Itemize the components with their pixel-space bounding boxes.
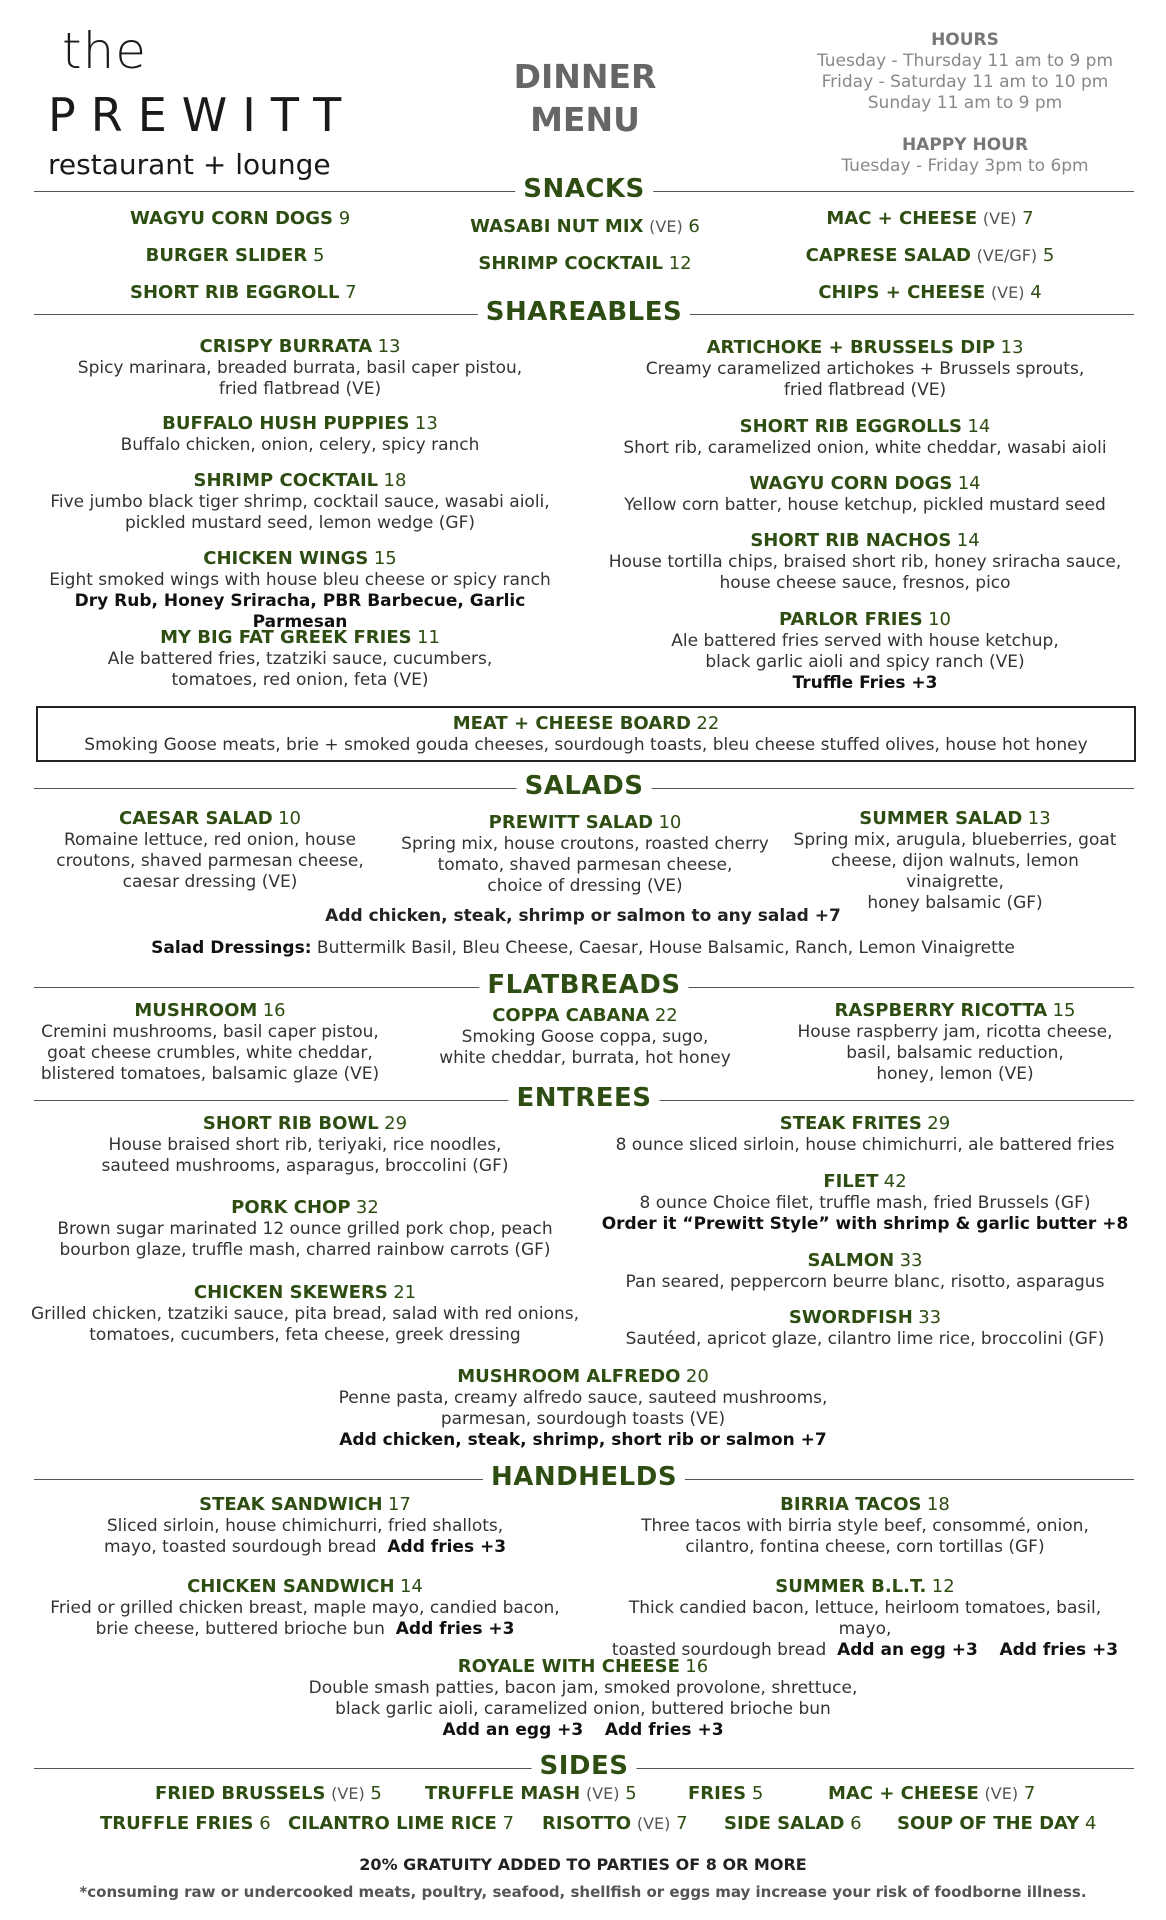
section-sides: [34, 1751, 1134, 1785]
hours-block: [800, 30, 1130, 177]
menu-item: PORK CHOP 32 Brown sugar marinated 12 ounce grilled pork chop, peach bourbon glaze, truffle mash, charred rainbow carrots (GF): [57, 1197, 553, 1260]
menu-item: CHIPS + CHEESE (VE) 4: [818, 282, 1042, 303]
side-item: MAC + CHEESE (VE) 7: [828, 1783, 1036, 1804]
section-title: FLATBREADS: [479, 970, 688, 1000]
menu-item: CRISPY BURRATA 13 Spicy marinara, breaded burrata, basil caper pistou, fried flatbread (VE): [77, 336, 523, 399]
menu-item: COPPA CABANA 22 Smoking Goose coppa, sugo, white cheddar, burrata, hot honey: [439, 1005, 731, 1068]
side-item: SOUP OF THE DAY 4: [897, 1813, 1097, 1834]
menu-item: SHORT RIB EGGROLL 7: [130, 282, 357, 303]
hours-heading: HOURS: [931, 30, 999, 50]
menu-item: STEAK SANDWICH 17 Sliced sirloin, house chimichurri, fried shallots, mayo, toasted sourdough bread Add fries +3: [103, 1494, 507, 1557]
side-item: CILANTRO LIME RICE 7: [288, 1813, 514, 1834]
hours-line: Sunday 11 am to 9 pm: [867, 93, 1063, 113]
menu-item: SALMON 33 Pan seared, peppercorn beurre blanc, risotto, asparagus: [625, 1250, 1105, 1292]
menu-item: CAPRESE SALAD (VE/GF) 5: [805, 245, 1055, 266]
section-title: ENTREES: [508, 1083, 659, 1113]
logo-subtitle: restaurant + lounge: [48, 148, 331, 181]
menu-item: WASABI NUT MIX (VE) 6: [470, 216, 700, 237]
salad-add-note: Add chicken, steak, shrimp or salmon to any salad +7: [325, 906, 841, 926]
logo-the: the: [62, 22, 148, 80]
menu-item: PREWITT SALAD 10 Spring mix, house croutons, roasted cherry tomato, shaved parmesan cheese, choice of dressing (VE): [401, 812, 769, 896]
menu-item: SUMMER B.L.T. 12 Thick candied bacon, lettuce, heirloom tomatoes, basil, mayo, toasted sourdough bread Add an egg +3 Add fries +3: [611, 1576, 1119, 1660]
menu-item: SHRIMP COCKTAIL 18 Five jumbo black tiger shrimp, cocktail sauce, wasabi aioli, pickled mustard seed, lemon wedge (GF): [50, 470, 550, 533]
menu-item: SWORDFISH 33 Sautéed, apricot glaze, cilantro lime rice, broccolini (GF): [625, 1307, 1105, 1349]
menu-item-board: MEAT + CHEESE BOARD 22 Smoking Goose meats, brie + smoked gouda cheeses, sourdough toasts, bleu cheese stuffed olives, house hot honey: [84, 713, 1088, 755]
section-shareables: [34, 297, 1134, 331]
menu-item: CAESAR SALAD 10 Romaine lettuce, red onion, house croutons, shaved parmesan cheese, caesar dressing (VE): [56, 808, 364, 892]
menu-item: SHRIMP COCKTAIL 12: [478, 253, 692, 274]
side-item: SIDE SALAD 6: [724, 1813, 862, 1834]
section-handhelds: [34, 1462, 1134, 1496]
hours-line: Friday - Saturday 11 am to 10 pm: [821, 72, 1109, 92]
side-item: TRUFFLE FRIES 6: [100, 1813, 271, 1834]
section-title: SHAREABLES: [478, 297, 690, 327]
menu-item: SHORT RIB NACHOS 14 House tortilla chips, braised short rib, honey sriracha sauce, house cheese sauce, fresnos, pico: [608, 530, 1122, 593]
section-snacks: [34, 174, 1134, 208]
happy-hour-heading: HAPPY HOUR: [901, 135, 1029, 155]
menu-item: FILET 42 8 ounce Choice filet, truffle mash, fried Brussels (GF) Order it “Prewitt Style” with shrimp & garlic butter +8: [601, 1171, 1129, 1234]
menu-item: SUMMER SALAD 13 Spring mix, arugula, blueberries, goat cheese, dijon walnuts, lemon vinaigrette, honey balsamic (GF): [793, 808, 1117, 913]
menu-item: MY BIG FAT GREEK FRIES 11 Ale battered fries, tzatziki sauce, cucumbers, tomatoes, red onion, feta (VE): [107, 627, 493, 690]
salad-dressings: Salad Dressings: Buttermilk Basil, Bleu Cheese, Caesar, House Balsamic, Ranch, Lemon Vinaigrette: [151, 938, 1015, 958]
side-item: TRUFFLE MASH (VE) 5: [425, 1783, 637, 1804]
section-entrees: [34, 1083, 1134, 1117]
side-item: RISOTTO (VE) 7: [542, 1813, 688, 1834]
foodborne-warning: *consuming raw or undercooked meats, poultry, seafood, shellfish or eggs may increase your risk of foodborne illness.: [79, 1883, 1087, 1901]
menu-item: WAGYU CORN DOGS 14 Yellow corn batter, house ketchup, pickled mustard seed: [624, 473, 1106, 515]
happy-hour-line: Tuesday - Friday 3pm to 6pm: [841, 156, 1089, 176]
menu-item: BUFFALO HUSH PUPPIES 13 Buffalo chicken, onion, celery, spicy ranch: [120, 413, 480, 455]
menu-item: ROYALE WITH CHEESE 16 Double smash patties, bacon jam, smoked provolone, shrettuce, black garlic aioli, caramelized onion, buttered brioche bun Add an egg +3 Add fries +3: [308, 1656, 858, 1740]
side-item: FRIES 5: [688, 1783, 764, 1804]
menu-item: RASPBERRY RICOTTA 15 House raspberry jam, ricotta cheese, basil, balsamic reduction, honey, lemon (VE): [797, 1000, 1113, 1084]
menu-item: STEAK FRITES 29 8 ounce sliced sirloin, house chimichurri, ale battered fries: [615, 1113, 1115, 1155]
menu-item: PARLOR FRIES 10 Ale battered fries served with house ketchup, black garlic aioli and spicy ranch (VE) Truffle Fries +3: [671, 609, 1059, 693]
section-salads: [34, 771, 1134, 805]
menu-item: MUSHROOM 16 Cremini mushrooms, basil caper pistou, goat cheese crumbles, white cheddar, blistered tomatoes, balsamic glaze (VE): [40, 1000, 380, 1084]
menu-title: [480, 55, 690, 141]
section-flatbreads: [34, 970, 1134, 1004]
section-title: SALADS: [517, 771, 652, 801]
hours-line: Tuesday - Thursday 11 am to 9 pm: [816, 51, 1113, 71]
section-title: SNACKS: [515, 174, 653, 204]
side-item: FRIED BRUSSELS (VE) 5: [155, 1783, 382, 1804]
menu-item: SHORT RIB EGGROLLS 14 Short rib, caramelized onion, white cheddar, wasabi aioli: [623, 416, 1107, 458]
menu-title-line1: DINNER: [513, 57, 657, 96]
section-title: SIDES: [532, 1751, 637, 1781]
menu-item: WAGYU CORN DOGS 9: [130, 208, 351, 229]
menu-item: ARTICHOKE + BRUSSELS DIP 13 Creamy caramelized artichokes + Brussels sprouts, fried flatbread (VE): [645, 337, 1085, 400]
menu-item: MUSHROOM ALFREDO 20 Penne pasta, creamy alfredo sauce, sauteed mushrooms, parmesan, sourdough toasts (VE) Add chicken, steak, shrimp, short rib or salmon +7: [338, 1366, 828, 1450]
gratuity-note: 20% GRATUITY ADDED TO PARTIES OF 8 OR MORE: [359, 1855, 807, 1874]
menu-item: SHORT RIB BOWL 29 House braised short rib, teriyaki, rice noodles, sauteed mushrooms, asparagus, broccolini (GF): [101, 1113, 509, 1176]
menu-item: CHICKEN WINGS 15 Eight smoked wings with house bleu cheese or spicy ranch Dry Rub, Honey Sriracha, PBR Barbecue, Garlic Parmesan: [49, 548, 551, 632]
menu-item: BIRRIA TACOS 18 Three tacos with birria style beef, consommé, onion, cilantro, fontina cheese, corn tortillas (GF): [641, 1494, 1089, 1557]
menu-item: CHICKEN SANDWICH 14 Fried or grilled chicken breast, maple mayo, candied bacon, brie cheese, buttered brioche bun Add fries +3: [50, 1576, 560, 1639]
menu-title-line2: MENU: [530, 100, 640, 139]
menu-item: MAC + CHEESE (VE) 7: [826, 208, 1034, 229]
menu-item: BURGER SLIDER 5: [145, 245, 325, 266]
section-title: HANDHELDS: [483, 1462, 685, 1492]
logo-name: PREWITT: [48, 88, 357, 142]
menu-item: CHICKEN SKEWERS 21 Grilled chicken, tzatziki sauce, pita bread, salad with red onions, tomatoes, cucumbers, feta cheese, greek dressing: [31, 1282, 579, 1345]
